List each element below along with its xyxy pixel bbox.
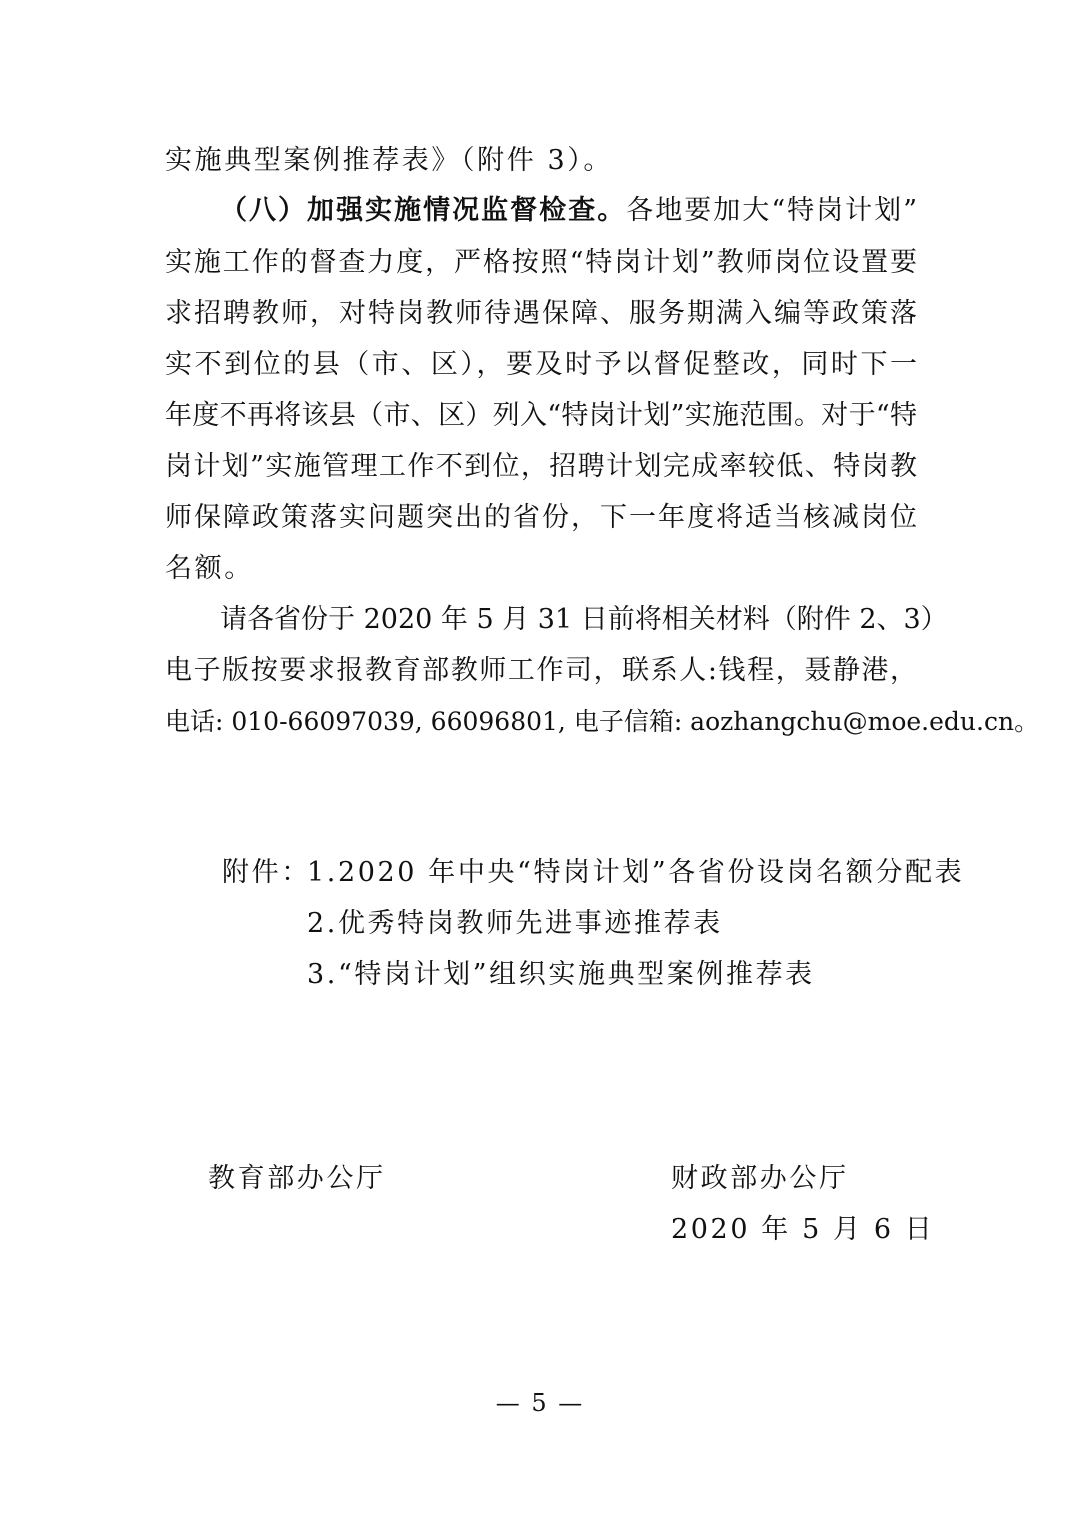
deadline-line: 请各省份于 2020 年 5 月 31 日前将相关材料（附件 2、3）	[220, 604, 948, 635]
contact-line: 电子版按要求报教育部教师工作司，联系人:钱程，聂静港，	[165, 655, 917, 686]
body-line: 实施工作的督查力度，严格按照“特岗计划”教师岗位设置要	[165, 247, 917, 278]
attachment-item: 3.“特岗计划”组织实施典型案例推荐表	[307, 959, 815, 990]
section-8-first-line	[220, 194, 917, 228]
issuer-moe: 教育部办公厅	[208, 1163, 386, 1194]
section-8-heading: （八）加强实施情况监督检查。	[220, 195, 627, 226]
issue-date: 2020 年 5 月 6 日	[671, 1214, 935, 1245]
body-line: 求招聘教师，对特岗教师待遇保障、服务期满入编等政策落	[165, 298, 917, 329]
contact-details-line: 电话: 010-66097039, 66096801, 电子信箱: aozhangchu@moe.edu.cn。	[165, 707, 1040, 736]
attachments-label: 附件：	[222, 857, 311, 888]
body-line: 实施典型案例推荐表》（附件 3）。	[165, 145, 613, 176]
body-line: 岗计划”实施管理工作不到位，招聘计划完成率较低、特岗教	[165, 451, 917, 482]
body-line: 实不到位的县（市、区），要及时予以督促整改，同时下一	[165, 349, 917, 380]
attachment-item: 1.2020 年中央“特岗计划”各省份设岗名额分配表	[307, 857, 965, 888]
body-line: 年度不再将该县（市、区）列入“特岗计划”实施范围。对于“特	[165, 400, 917, 431]
body-line: 名额。	[165, 553, 254, 584]
page-number: — 5 —	[495, 1389, 585, 1417]
section-8-text: 各地要加大“特岗计划”	[626, 195, 918, 226]
attachment-item: 2.优秀特岗教师先进事迹推荐表	[307, 908, 723, 939]
issuer-mof: 财政部办公厅	[671, 1163, 849, 1194]
body-line: 师保障政策落实问题突出的省份，下一年度将适当核减岗位	[165, 502, 917, 533]
